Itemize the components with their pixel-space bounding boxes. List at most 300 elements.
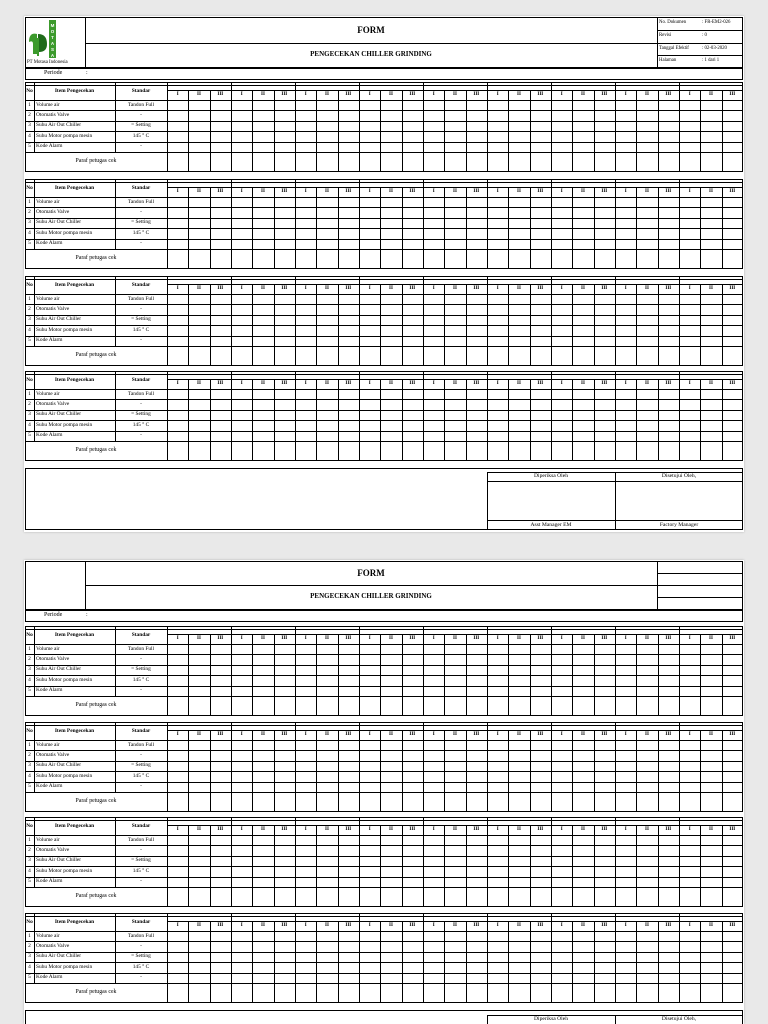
shift-label: I bbox=[368, 827, 371, 832]
shift-label: III bbox=[473, 189, 480, 194]
shift-label: I bbox=[688, 636, 691, 641]
row-item: Suhu Air Out Chiller bbox=[36, 122, 82, 129]
row-standar: Tandon Full bbox=[127, 836, 155, 843]
row-standar: - bbox=[140, 942, 142, 949]
shift-label: III bbox=[409, 636, 416, 641]
shift-label: I bbox=[304, 381, 307, 386]
row-item: Suhu Motor pompa mesin bbox=[36, 676, 93, 683]
shift-label: III bbox=[409, 189, 416, 194]
shift-label: II bbox=[709, 286, 713, 291]
row-no: 4 bbox=[28, 772, 31, 779]
row-standar: = Setting bbox=[131, 316, 151, 323]
shift-label: I bbox=[240, 381, 243, 386]
periode-row bbox=[25, 68, 743, 80]
shift-label: I bbox=[496, 923, 499, 928]
row-no: 2 bbox=[28, 400, 31, 407]
col-standar-header: Standar bbox=[131, 919, 151, 925]
paraf-label: Paraf petugas cek bbox=[75, 893, 117, 899]
row-no: 3 bbox=[28, 666, 31, 673]
form-title-2: FORM bbox=[357, 568, 385, 578]
shift-label: III bbox=[601, 732, 608, 737]
shift-label: II bbox=[709, 732, 713, 737]
shift-label: I bbox=[560, 732, 563, 737]
paraf-label: Paraf petugas cek bbox=[75, 255, 117, 261]
shift-label: I bbox=[432, 381, 435, 386]
shift-header-rule bbox=[167, 379, 743, 380]
col-no-header: No bbox=[26, 185, 33, 191]
svg-text:A: A bbox=[50, 41, 55, 46]
shift-label: I bbox=[496, 636, 499, 641]
shift-label: II bbox=[517, 636, 521, 641]
shift-label: I bbox=[304, 286, 307, 291]
form-subtitle: PENGECEKAN CHILLER GRINDING bbox=[310, 50, 432, 58]
shift-label: I bbox=[240, 923, 243, 928]
shift-label: I bbox=[560, 636, 563, 641]
shift-label: II bbox=[325, 286, 329, 291]
row-item: Suhu Motor pompa mesin bbox=[36, 229, 93, 236]
shift-label: III bbox=[729, 286, 736, 291]
shift-label: I bbox=[240, 286, 243, 291]
shift-label: I bbox=[368, 636, 371, 641]
row-item: Otomatis Valve bbox=[36, 111, 70, 118]
shift-label: I bbox=[624, 286, 627, 291]
shift-label: III bbox=[217, 92, 224, 97]
row-item: Volume air bbox=[36, 198, 60, 205]
shift-label: III bbox=[345, 189, 352, 194]
paraf-label: Paraf petugas cek bbox=[75, 989, 117, 995]
shift-label: II bbox=[261, 92, 265, 97]
shift-label: III bbox=[537, 636, 544, 641]
shift-label: II bbox=[197, 286, 201, 291]
shift-label: II bbox=[709, 92, 713, 97]
shift-label: II bbox=[261, 923, 265, 928]
shift-label: II bbox=[645, 286, 649, 291]
shift-label: III bbox=[665, 92, 672, 97]
shift-label: III bbox=[537, 923, 544, 928]
paraf-label: Paraf petugas cek bbox=[75, 447, 117, 453]
shift-label: I bbox=[496, 827, 499, 832]
shift-label: III bbox=[473, 923, 480, 928]
shift-label: II bbox=[453, 381, 457, 386]
shift-label: I bbox=[624, 636, 627, 641]
shift-label: II bbox=[197, 189, 201, 194]
shift-label: I bbox=[240, 732, 243, 737]
row-item: Volume air bbox=[36, 101, 60, 108]
row-standar: = Setting bbox=[131, 666, 151, 673]
shift-label: II bbox=[453, 732, 457, 737]
shift-label: III bbox=[537, 286, 544, 291]
row-item: Otomatis Valve bbox=[36, 400, 70, 407]
shift-label: II bbox=[389, 92, 393, 97]
row-no: 4 bbox=[28, 963, 31, 970]
col-no-header: No bbox=[26, 919, 33, 925]
shift-label: II bbox=[581, 923, 585, 928]
row-standar: = Setting bbox=[131, 857, 151, 864]
shift-label: I bbox=[688, 286, 691, 291]
shift-label: II bbox=[453, 636, 457, 641]
row-standar: = Setting bbox=[131, 219, 151, 226]
row-no: 1 bbox=[28, 741, 31, 748]
shift-label: III bbox=[345, 732, 352, 737]
row-item: Volume air bbox=[36, 390, 60, 397]
shift-label: I bbox=[560, 92, 563, 97]
col-no-header: No bbox=[26, 823, 33, 829]
shift-label: I bbox=[688, 923, 691, 928]
shift-label: I bbox=[560, 189, 563, 194]
paraf-label: Paraf petugas cek bbox=[75, 798, 117, 804]
shift-label: II bbox=[517, 286, 521, 291]
shift-label: III bbox=[345, 636, 352, 641]
row-standar: Tandon Full bbox=[127, 645, 155, 652]
shift-label: I bbox=[240, 827, 243, 832]
row-item: Volume air bbox=[36, 645, 60, 652]
row-no: 1 bbox=[28, 295, 31, 302]
page-label: Halaman bbox=[659, 58, 677, 63]
shift-label: III bbox=[601, 923, 608, 928]
shift-label: I bbox=[176, 381, 179, 386]
shift-label: I bbox=[368, 189, 371, 194]
svg-text:S: S bbox=[50, 47, 55, 52]
checked-by-label: Diperiksa Oleh bbox=[533, 473, 569, 479]
shift-label: I bbox=[624, 923, 627, 928]
shift-label: I bbox=[176, 286, 179, 291]
shift-label: III bbox=[665, 923, 672, 928]
shift-label: II bbox=[581, 189, 585, 194]
row-item: Volume air bbox=[36, 741, 60, 748]
shift-label: II bbox=[261, 827, 265, 832]
shift-label: III bbox=[601, 286, 608, 291]
periode-colon-2: : bbox=[86, 612, 88, 618]
shift-label: II bbox=[261, 381, 265, 386]
table-top-rule bbox=[25, 629, 743, 630]
row-standar: 145 ° C bbox=[132, 676, 150, 683]
row-item: Suhu Air Out Chiller bbox=[36, 316, 82, 323]
shift-label: II bbox=[261, 636, 265, 641]
shift-label: I bbox=[624, 189, 627, 194]
row-standar: 145 ° C bbox=[132, 229, 150, 236]
row-no: 4 bbox=[28, 132, 31, 139]
periode-row-2 bbox=[25, 610, 743, 622]
shift-label: II bbox=[709, 827, 713, 832]
row-item: Otomatis Valve bbox=[36, 655, 70, 662]
row-item: Otomatis Valve bbox=[36, 846, 70, 853]
row-standar: = Setting bbox=[131, 411, 151, 418]
row-no: 5 bbox=[28, 240, 31, 247]
svg-text:O: O bbox=[50, 29, 55, 34]
col-standar-header: Standar bbox=[131, 728, 151, 734]
row-no: 2 bbox=[28, 942, 31, 949]
shift-label: III bbox=[281, 732, 288, 737]
row-standar: Tandon Full bbox=[127, 198, 155, 205]
shift-label: I bbox=[688, 827, 691, 832]
shift-label: I bbox=[368, 381, 371, 386]
row-no: 2 bbox=[28, 655, 31, 662]
shift-label: I bbox=[304, 92, 307, 97]
shift-label: I bbox=[176, 636, 179, 641]
shift-label: III bbox=[217, 286, 224, 291]
shift-label: II bbox=[517, 732, 521, 737]
shift-label: II bbox=[645, 732, 649, 737]
row-standar: 145 ° C bbox=[132, 963, 150, 970]
shift-label: II bbox=[389, 923, 393, 928]
shift-label: I bbox=[560, 381, 563, 386]
revision-value: : 0 bbox=[702, 33, 707, 38]
shift-label: I bbox=[176, 923, 179, 928]
checked-by-label-2: Diperiksa Oleh bbox=[533, 1016, 569, 1022]
shift-label: III bbox=[217, 827, 224, 832]
row-standar: - bbox=[140, 240, 142, 247]
periode-colon: : bbox=[86, 70, 88, 76]
shift-header-rule bbox=[167, 921, 743, 922]
shift-label: III bbox=[281, 286, 288, 291]
row-no: 5 bbox=[28, 783, 31, 790]
row-standar: 145 ° C bbox=[132, 421, 150, 428]
shift-label: III bbox=[601, 636, 608, 641]
shift-label: III bbox=[345, 92, 352, 97]
row-item: Suhu Motor pompa mesin bbox=[36, 132, 93, 139]
row-item: Volume air bbox=[36, 836, 60, 843]
shift-header-rule bbox=[167, 90, 743, 91]
shift-label: I bbox=[304, 923, 307, 928]
shift-label: III bbox=[729, 923, 736, 928]
shift-label: II bbox=[261, 286, 265, 291]
shift-label: III bbox=[537, 381, 544, 386]
shift-label: II bbox=[453, 923, 457, 928]
shift-label: III bbox=[281, 92, 288, 97]
shift-label: III bbox=[601, 827, 608, 832]
svg-text:A: A bbox=[50, 53, 55, 58]
row-standar: - bbox=[140, 687, 142, 694]
shift-header-rule bbox=[167, 730, 743, 731]
row-item: Otomatis Valve bbox=[36, 942, 70, 949]
row-item: Otomatis Valve bbox=[36, 208, 70, 215]
shift-label: II bbox=[517, 923, 521, 928]
row-item: Kode Alarm bbox=[36, 337, 63, 344]
shift-label: III bbox=[345, 286, 352, 291]
row-no: 1 bbox=[28, 836, 31, 843]
shift-label: II bbox=[517, 189, 521, 194]
row-item: Kode Alarm bbox=[36, 783, 63, 790]
svg-text:T: T bbox=[51, 35, 54, 40]
shift-label: III bbox=[665, 286, 672, 291]
shift-label: I bbox=[496, 286, 499, 291]
shift-label: I bbox=[560, 827, 563, 832]
shift-label: III bbox=[665, 636, 672, 641]
form-page-1 bbox=[24, 16, 744, 532]
shift-label: II bbox=[325, 636, 329, 641]
col-item-header: Item Pengecekan bbox=[54, 88, 95, 94]
shift-label: III bbox=[409, 923, 416, 928]
shift-label: II bbox=[453, 92, 457, 97]
row-no: 4 bbox=[28, 676, 31, 683]
paraf-label: Paraf petugas cek bbox=[75, 352, 117, 358]
col-standar-header: Standar bbox=[131, 823, 151, 829]
row-no: 1 bbox=[28, 101, 31, 108]
row-standar: - bbox=[140, 974, 142, 981]
col-standar-header: Standar bbox=[131, 185, 151, 191]
shift-label: II bbox=[197, 732, 201, 737]
row-item: Kode Alarm bbox=[36, 432, 63, 439]
col-item-header: Item Pengecekan bbox=[54, 282, 95, 288]
row-standar: - bbox=[140, 432, 142, 439]
col-no-header: No bbox=[26, 282, 33, 288]
shift-label: I bbox=[688, 189, 691, 194]
form-subtitle-2: PENGECEKAN CHILLER GRINDING bbox=[310, 592, 432, 600]
row-no: 3 bbox=[28, 219, 31, 226]
row-standar: - bbox=[140, 751, 142, 758]
shift-label: II bbox=[581, 827, 585, 832]
shift-label: III bbox=[473, 636, 480, 641]
shift-label: III bbox=[281, 381, 288, 386]
row-item: Kode Alarm bbox=[36, 878, 63, 885]
shift-label: I bbox=[432, 923, 435, 928]
col-standar-header: Standar bbox=[131, 282, 151, 288]
row-no: 3 bbox=[28, 857, 31, 864]
paraf-rule bbox=[25, 346, 743, 347]
shift-label: III bbox=[729, 189, 736, 194]
approved-by-label: Disetujui Oleh, bbox=[661, 473, 697, 479]
shift-label: I bbox=[496, 92, 499, 97]
periode-label: Periode bbox=[44, 70, 63, 76]
shift-label: II bbox=[261, 732, 265, 737]
shift-label: II bbox=[645, 381, 649, 386]
table-top-rule bbox=[25, 374, 743, 375]
col-standar-header: Standar bbox=[131, 377, 151, 383]
shift-label: II bbox=[325, 732, 329, 737]
shift-label: III bbox=[345, 827, 352, 832]
col-item-header: Item Pengecekan bbox=[54, 377, 95, 383]
shift-header-rule bbox=[167, 634, 743, 635]
shift-label: II bbox=[197, 827, 201, 832]
row-standar: - bbox=[140, 111, 142, 118]
shift-label: II bbox=[389, 286, 393, 291]
row-no: 4 bbox=[28, 326, 31, 333]
approved-by-label-2: Disetujui Oleh, bbox=[661, 1016, 697, 1022]
table-top-rule bbox=[25, 916, 743, 917]
col-no-header: No bbox=[26, 377, 33, 383]
shift-label: III bbox=[537, 827, 544, 832]
paraf-rule bbox=[25, 441, 743, 442]
row-standar: = Setting bbox=[131, 762, 151, 769]
shift-label: I bbox=[624, 732, 627, 737]
row-item: Volume air bbox=[36, 932, 60, 939]
row-no: 4 bbox=[28, 867, 31, 874]
shift-label: II bbox=[645, 636, 649, 641]
shift-label: II bbox=[197, 923, 201, 928]
paraf-rule bbox=[25, 887, 743, 888]
shift-label: III bbox=[729, 92, 736, 97]
shift-label: III bbox=[281, 827, 288, 832]
row-no: 3 bbox=[28, 411, 31, 418]
paraf-rule bbox=[25, 696, 743, 697]
row-standar: Tandon Full bbox=[127, 101, 155, 108]
row-standar: 145 ° C bbox=[132, 132, 150, 139]
row-item: Suhu Motor pompa mesin bbox=[36, 867, 93, 874]
shift-label: II bbox=[581, 636, 585, 641]
shift-label: II bbox=[325, 827, 329, 832]
shift-label: I bbox=[432, 827, 435, 832]
col-no-header: No bbox=[26, 88, 33, 94]
row-standar: - bbox=[140, 878, 142, 885]
row-item: Suhu Motor pompa mesin bbox=[36, 963, 93, 970]
shift-label: III bbox=[665, 381, 672, 386]
row-item: Suhu Air Out Chiller bbox=[36, 411, 82, 418]
shift-label: II bbox=[197, 381, 201, 386]
shift-label: II bbox=[197, 92, 201, 97]
shift-label: III bbox=[729, 381, 736, 386]
row-no: 5 bbox=[28, 143, 31, 150]
table-top-rule bbox=[25, 182, 743, 183]
shift-label: III bbox=[537, 189, 544, 194]
shift-label: I bbox=[304, 636, 307, 641]
shift-label: II bbox=[645, 827, 649, 832]
row-item: Kode Alarm bbox=[36, 687, 63, 694]
shift-label: I bbox=[624, 92, 627, 97]
shift-label: III bbox=[217, 732, 224, 737]
checker-role: Asst Manager EM bbox=[530, 522, 572, 528]
shift-label: I bbox=[176, 92, 179, 97]
row-standar: - bbox=[140, 208, 142, 215]
row-no: 3 bbox=[28, 316, 31, 323]
shift-label: I bbox=[176, 189, 179, 194]
row-item: Suhu Air Out Chiller bbox=[36, 762, 82, 769]
effective-date-value: : 02-03-2020 bbox=[702, 46, 727, 51]
row-standar: - bbox=[140, 143, 142, 150]
row-item: Suhu Air Out Chiller bbox=[36, 953, 82, 960]
row-no: 1 bbox=[28, 390, 31, 397]
shift-label: III bbox=[281, 189, 288, 194]
row-standar: - bbox=[140, 400, 142, 407]
shift-label: III bbox=[409, 827, 416, 832]
shift-label: III bbox=[217, 923, 224, 928]
shift-label: II bbox=[389, 636, 393, 641]
row-no: 2 bbox=[28, 846, 31, 853]
row-no: 2 bbox=[28, 751, 31, 758]
shift-label: II bbox=[517, 827, 521, 832]
shift-label: I bbox=[368, 92, 371, 97]
shift-label: II bbox=[453, 189, 457, 194]
shift-label: III bbox=[665, 189, 672, 194]
row-standar: 145 ° C bbox=[132, 867, 150, 874]
row-no: 1 bbox=[28, 645, 31, 652]
shift-label: I bbox=[304, 189, 307, 194]
col-item-header: Item Pengecekan bbox=[54, 823, 95, 829]
shift-label: II bbox=[517, 92, 521, 97]
shift-label: I bbox=[304, 732, 307, 737]
shift-label: III bbox=[409, 286, 416, 291]
shift-label: III bbox=[281, 923, 288, 928]
shift-label: II bbox=[709, 189, 713, 194]
shift-label: I bbox=[432, 189, 435, 194]
col-no-header: No bbox=[26, 728, 33, 734]
shift-label: III bbox=[729, 732, 736, 737]
paraf-label: Paraf petugas cek bbox=[75, 702, 117, 708]
shift-label: III bbox=[601, 189, 608, 194]
paraf-label: Paraf petugas cek bbox=[75, 158, 117, 164]
shift-label: III bbox=[537, 92, 544, 97]
shift-label: III bbox=[409, 381, 416, 386]
row-standar: - bbox=[140, 337, 142, 344]
shift-header-rule bbox=[167, 284, 743, 285]
shift-label: I bbox=[624, 381, 627, 386]
table-top-rule bbox=[25, 85, 743, 86]
form-page-2 bbox=[24, 560, 744, 1024]
row-item: Volume air bbox=[36, 295, 60, 302]
row-standar: Tandon Full bbox=[127, 741, 155, 748]
form-title: FORM bbox=[357, 25, 385, 35]
row-no: 3 bbox=[28, 762, 31, 769]
company-logo bbox=[27, 20, 67, 60]
